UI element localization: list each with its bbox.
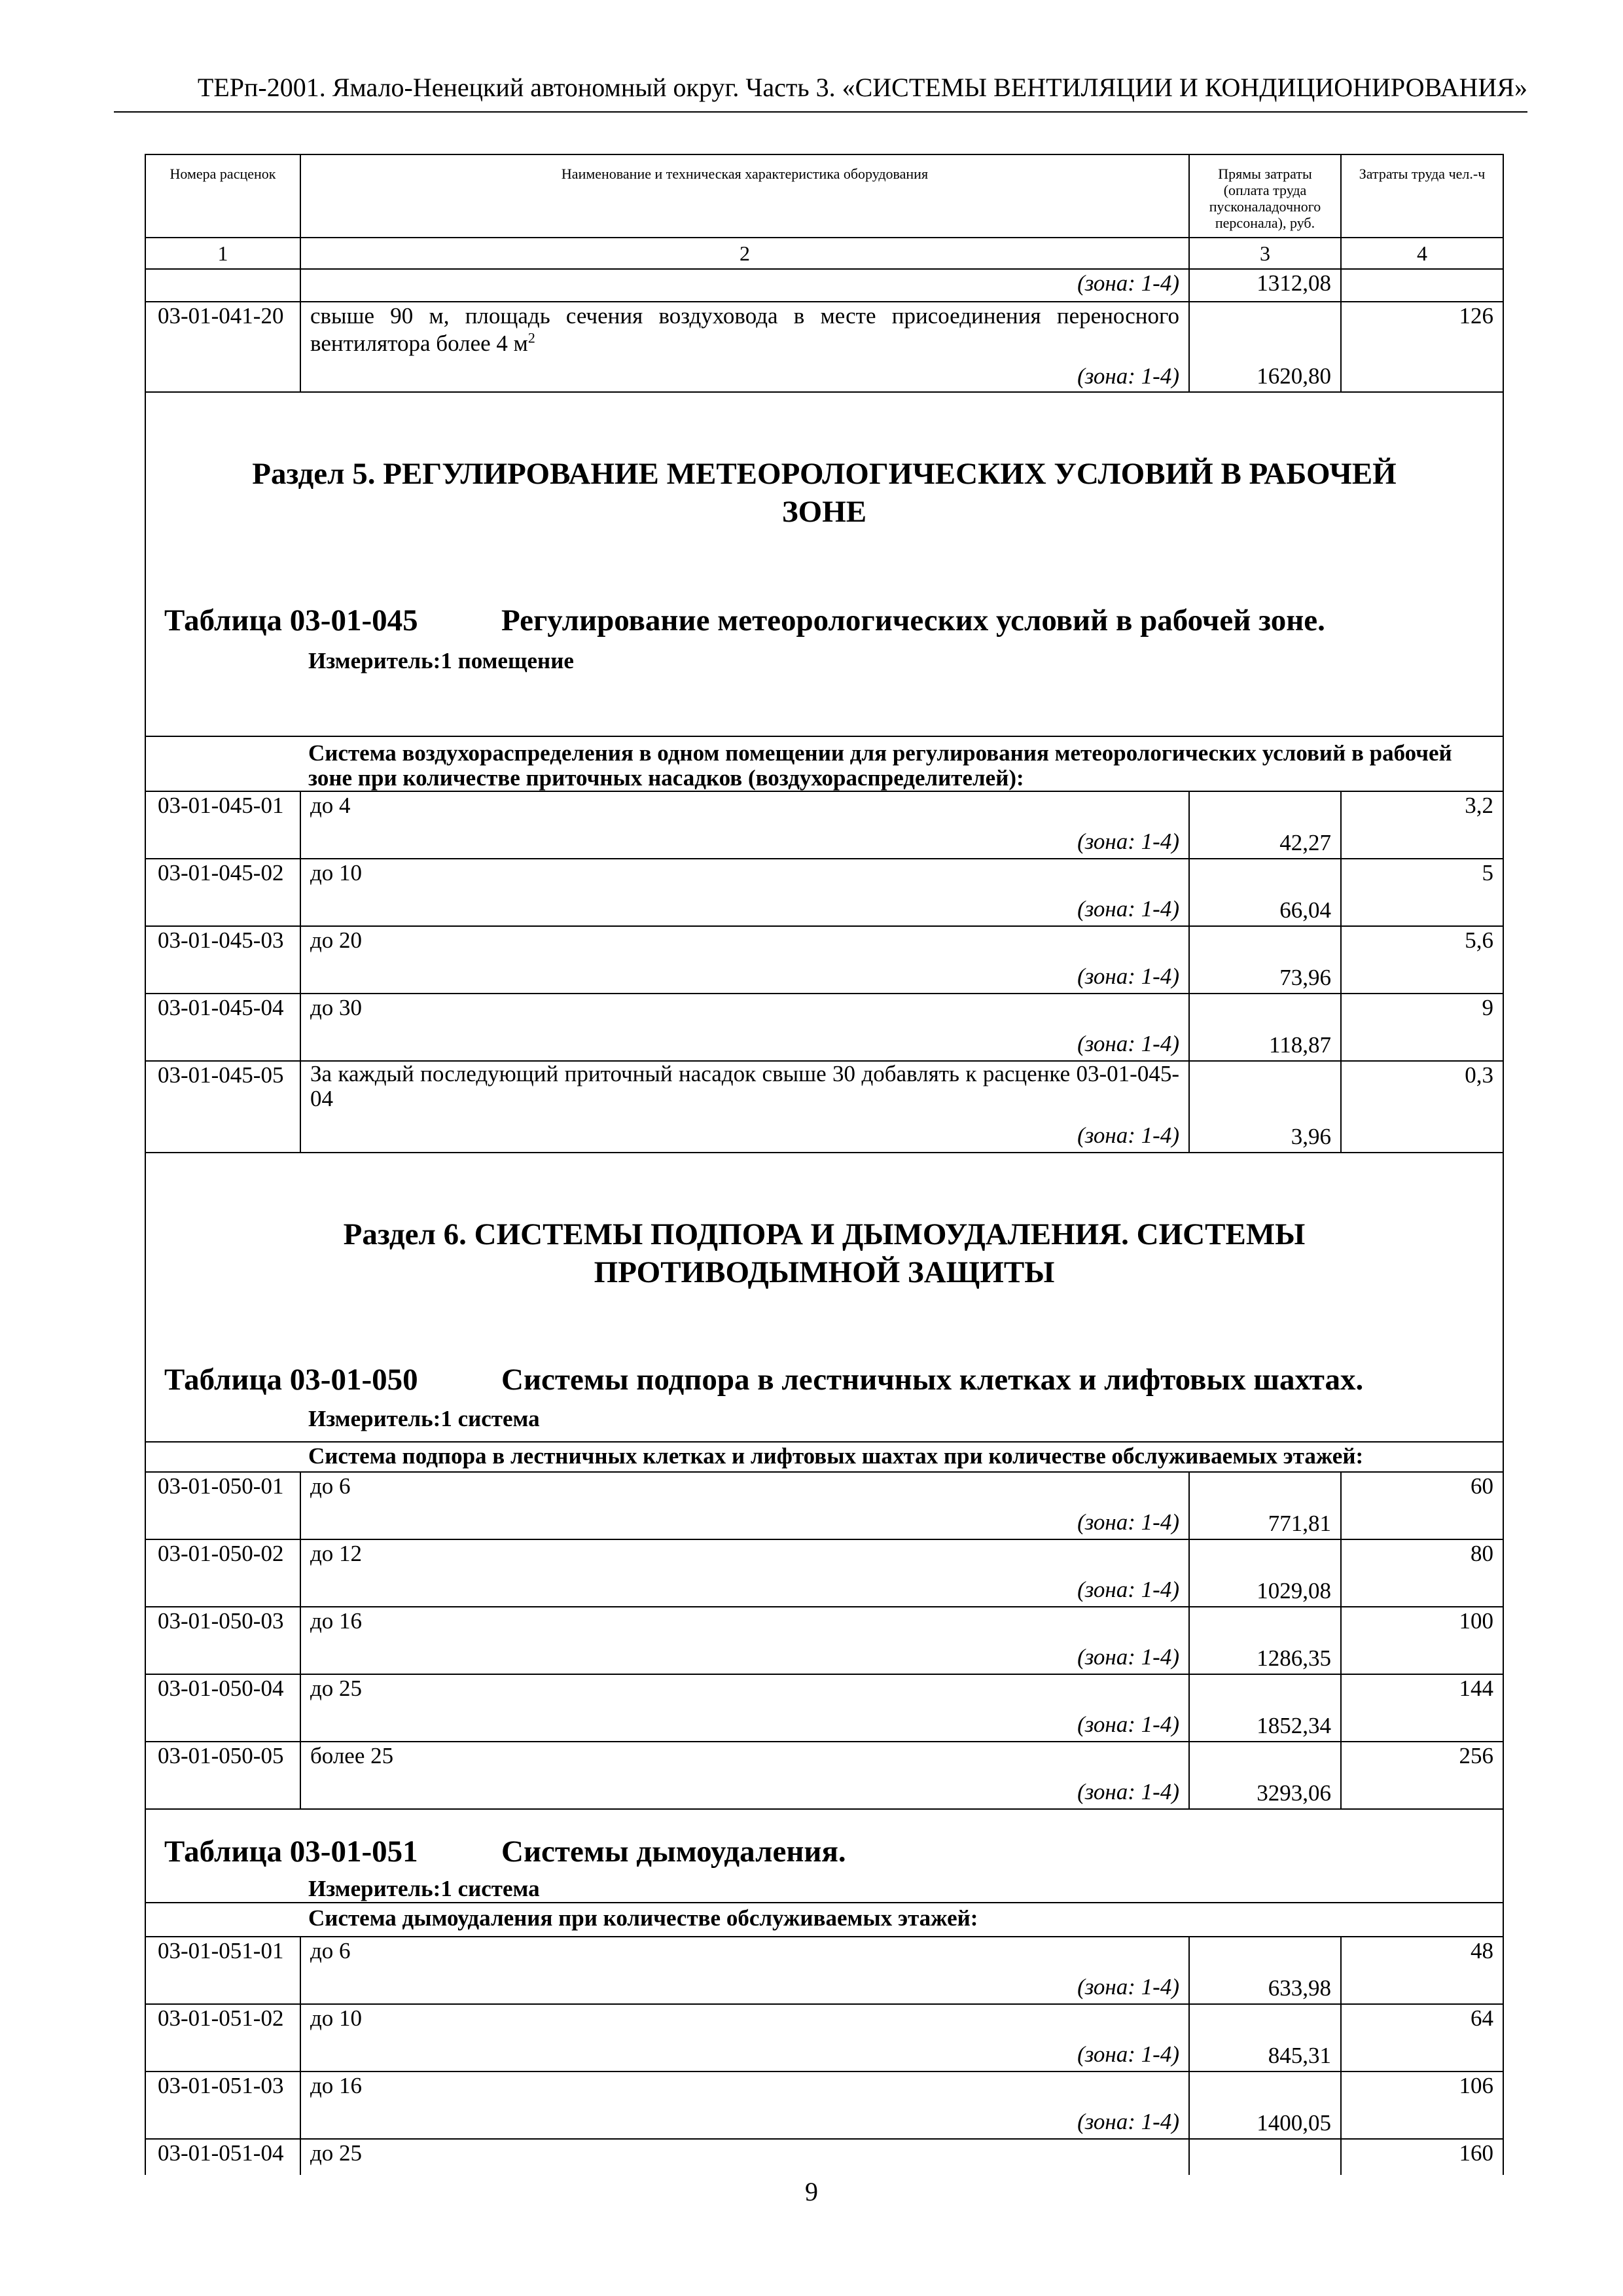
col3-header: Прямы затраты (оплата труда пусконаладочного персонала), руб. bbox=[1189, 154, 1341, 238]
labor-value: 80 bbox=[1341, 1539, 1503, 1607]
rate-code: 03-01-045-05 bbox=[145, 1061, 300, 1153]
rate-description bbox=[300, 1937, 1189, 2004]
table-row bbox=[145, 1937, 1503, 2004]
section-5-title-line2: ЗОНЕ bbox=[781, 495, 867, 529]
section-5-block bbox=[145, 392, 1503, 736]
rate-description bbox=[300, 791, 1189, 859]
description-text: до 25 bbox=[310, 1676, 363, 1701]
labor-value: 9 bbox=[1341, 994, 1503, 1061]
zone-label: (зона: 1-4) bbox=[1077, 963, 1179, 989]
table-row bbox=[145, 1607, 1503, 1674]
table-title: Системы подпора в лестничных клетках и лифтовых шахтах. bbox=[501, 1363, 1364, 1397]
table-row bbox=[145, 302, 1503, 392]
meter-label: Измеритель:1 система bbox=[308, 1406, 540, 1431]
rate-code: 03-01-041-20 bbox=[145, 302, 300, 392]
labor-value: 5,6 bbox=[1341, 926, 1503, 994]
table-row bbox=[145, 1472, 1503, 1539]
table-row bbox=[145, 1742, 1503, 1809]
table-row bbox=[145, 791, 1503, 859]
group-row bbox=[145, 1903, 1503, 1937]
col-num-4: 4 bbox=[1341, 238, 1503, 269]
labor-value: 256 bbox=[1341, 1742, 1503, 1809]
cost-text: 1286,35 bbox=[1257, 1645, 1331, 1671]
zone-label: (зона: 1-4) bbox=[1077, 1122, 1179, 1148]
rate-description bbox=[300, 1061, 1189, 1153]
labor-value: 144 bbox=[1341, 1674, 1503, 1742]
description-text: более 25 bbox=[310, 1743, 394, 1768]
labor-value: 126 bbox=[1341, 302, 1503, 392]
description-text: За каждый последующий приточный насадок свыше 30 добавлять к расценке 03-01-045-04 bbox=[310, 1061, 1179, 1111]
rate-description bbox=[300, 1674, 1189, 1742]
zone-label: (зона: 1-4) bbox=[1077, 1779, 1179, 1804]
description-text: до 4 bbox=[310, 793, 351, 818]
cost-value bbox=[1189, 2139, 1341, 2175]
table-row bbox=[145, 269, 1503, 302]
rate-description bbox=[300, 926, 1189, 994]
zone-label: (зона: 1-4) bbox=[1077, 1577, 1179, 1602]
labor-value: 64 bbox=[1341, 2004, 1503, 2072]
section-6-title-line2: ПРОТИВОДЫМНОЙ ЗАЩИТЫ bbox=[594, 1255, 1055, 1289]
rate-code bbox=[145, 269, 300, 302]
zone-label: (зона: 1-4) bbox=[1077, 1509, 1179, 1535]
table-045-title bbox=[146, 602, 1503, 639]
zone-label: (зона: 1-4) bbox=[1077, 1644, 1179, 1670]
cost-text: 118,87 bbox=[1269, 1032, 1331, 1058]
table-number: Таблица 03-01-051 bbox=[164, 1835, 418, 1869]
table-number: Таблица 03-01-050 bbox=[164, 1363, 418, 1397]
rate-code: 03-01-050-01 bbox=[145, 1472, 300, 1539]
col-num-3: 3 bbox=[1189, 238, 1341, 269]
rate-description bbox=[300, 2072, 1189, 2139]
cost-text: 1620,80 bbox=[1257, 363, 1331, 389]
cost-value bbox=[1189, 994, 1341, 1061]
table-title: Регулирование метеорологических условий в рабочей зоне. bbox=[501, 603, 1325, 637]
section-5-title-line1: Раздел 5. РЕГУЛИРОВАНИЕ МЕТЕОРОЛОГИЧЕСКИХ УСЛОВИЙ В РАБОЧЕЙ bbox=[252, 457, 1397, 491]
section-6-title-line1: Раздел 6. СИСТЕМЫ ПОДПОРА И ДЫМОУДАЛЕНИЯ. СИСТЕМЫ bbox=[343, 1217, 1306, 1251]
cost-value bbox=[1189, 859, 1341, 926]
cost-text: 845,31 bbox=[1268, 2043, 1331, 2068]
page-header bbox=[114, 71, 1527, 113]
rate-code: 03-01-051-02 bbox=[145, 2004, 300, 2072]
description-text: до 6 bbox=[310, 1473, 351, 1499]
col-num-2: 2 bbox=[300, 238, 1189, 269]
group-description: Система дымоудаления при количестве обслуживаемых этажей: bbox=[145, 1903, 1503, 1937]
cost-text: 771,81 bbox=[1268, 1511, 1331, 1536]
table-row bbox=[145, 1674, 1503, 1742]
zone-label: (зона: 1-4) bbox=[1077, 2109, 1179, 2134]
rate-code: 03-01-045-03 bbox=[145, 926, 300, 994]
col1-header: Номера расценок bbox=[145, 154, 300, 238]
table-row bbox=[145, 1061, 1503, 1153]
table-header-row bbox=[145, 154, 1503, 238]
rate-code: 03-01-051-03 bbox=[145, 2072, 300, 2139]
table-row bbox=[145, 926, 1503, 994]
rate-description: до 25 bbox=[300, 2139, 1189, 2175]
rate-code: 03-01-050-05 bbox=[145, 1742, 300, 1809]
labor-value bbox=[1341, 269, 1503, 302]
zone-label: (зона: 1-4) bbox=[1077, 1712, 1179, 1737]
cost-value bbox=[1189, 2004, 1341, 2072]
labor-value: 160 bbox=[1341, 2139, 1503, 2175]
zone-label: (зона: 1-4) bbox=[1077, 1974, 1179, 2000]
labor-value: 48 bbox=[1341, 1937, 1503, 2004]
rate-description bbox=[300, 994, 1189, 1061]
table-row bbox=[145, 994, 1503, 1061]
group-description: Система подпора в лестничных клетках и лифтовых шахтах при количестве обслуживаемых этажей: bbox=[145, 1442, 1503, 1472]
zone-label: (зона: 1-4) bbox=[300, 269, 1189, 302]
zone-label: (зона: 1-4) bbox=[1077, 2041, 1179, 2067]
rate-description bbox=[300, 1742, 1189, 1809]
cost-value bbox=[1189, 1607, 1341, 1674]
cost-value bbox=[1189, 1742, 1341, 1809]
cost-value bbox=[1189, 1674, 1341, 1742]
table-050-title bbox=[146, 1361, 1503, 1398]
labor-value: 100 bbox=[1341, 1607, 1503, 1674]
page-number: 9 bbox=[805, 2177, 818, 2206]
description-text: до 20 bbox=[310, 927, 363, 953]
zone-label: (зона: 1-4) bbox=[1077, 896, 1179, 922]
cost-value bbox=[1189, 1539, 1341, 1607]
rate-description bbox=[300, 302, 1189, 392]
cost-text: 66,04 bbox=[1279, 897, 1331, 923]
zone-label: (зона: 1-4) bbox=[1077, 829, 1179, 854]
rate-description bbox=[300, 859, 1189, 926]
labor-value: 5 bbox=[1341, 859, 1503, 926]
rate-code: 03-01-045-04 bbox=[145, 994, 300, 1061]
cost-text: 1400,05 bbox=[1257, 2110, 1331, 2136]
table-row bbox=[145, 2004, 1503, 2072]
cost-value bbox=[1189, 926, 1341, 994]
group-description: Система воздухораспределения в одном помещении для регулирования метеорологических условий в рабочей зоне при количестве приточных насадков (воздухораспределителей): bbox=[145, 736, 1503, 791]
rate-code: 03-01-050-02 bbox=[145, 1539, 300, 1607]
description-text: до 16 bbox=[310, 2073, 363, 2098]
group-row bbox=[145, 1442, 1503, 1472]
zone-label: (зона: 1-4) bbox=[1077, 363, 1179, 389]
cost-text: 1852,34 bbox=[1257, 1713, 1331, 1738]
table-051-title bbox=[146, 1833, 1503, 1870]
cost-value: 1312,08 bbox=[1189, 269, 1341, 302]
cost-text: 1029,08 bbox=[1257, 1578, 1331, 1604]
table-row bbox=[145, 1539, 1503, 1607]
labor-value: 60 bbox=[1341, 1472, 1503, 1539]
group-row bbox=[145, 736, 1503, 791]
cost-text: 3293,06 bbox=[1257, 1780, 1331, 1806]
rate-description bbox=[300, 1539, 1189, 1607]
meter-label: Измеритель:1 система bbox=[308, 1876, 540, 1901]
superscript: 2 bbox=[527, 329, 535, 346]
col-num-1: 1 bbox=[145, 238, 300, 269]
cost-value bbox=[1189, 1937, 1341, 2004]
cost-value bbox=[1189, 2072, 1341, 2139]
description-text: до 30 bbox=[310, 995, 363, 1020]
rate-description bbox=[300, 1472, 1189, 1539]
col2-header: Наименование и техническая характеристика оборудования bbox=[300, 154, 1189, 238]
cost-text: 42,27 bbox=[1279, 830, 1331, 855]
rate-code: 03-01-051-01 bbox=[145, 1937, 300, 2004]
rate-code: 03-01-045-02 bbox=[145, 859, 300, 926]
rates-table bbox=[145, 154, 1504, 2175]
meter-label: Измеритель:1 помещение bbox=[308, 648, 574, 673]
description-text: до 6 bbox=[310, 1938, 351, 1964]
zone-label: (зона: 1-4) bbox=[1077, 1031, 1179, 1056]
rate-code: 03-01-050-04 bbox=[145, 1674, 300, 1742]
cost-text: 633,98 bbox=[1268, 1975, 1331, 2001]
table-number: Таблица 03-01-045 bbox=[164, 603, 418, 637]
labor-value: 0,3 bbox=[1341, 1061, 1503, 1153]
section-6-block bbox=[145, 1153, 1503, 1442]
table-row bbox=[145, 859, 1503, 926]
table-row bbox=[145, 2072, 1503, 2139]
cost-value bbox=[1189, 302, 1341, 392]
table-title: Системы дымоудаления. bbox=[501, 1835, 846, 1869]
cost-text: 3,96 bbox=[1291, 1124, 1331, 1149]
column-number-row bbox=[145, 238, 1503, 269]
cost-value bbox=[1189, 1472, 1341, 1539]
description-text: до 10 bbox=[310, 2005, 363, 2031]
description-text: до 10 bbox=[310, 860, 363, 886]
labor-value: 3,2 bbox=[1341, 791, 1503, 859]
cost-value bbox=[1189, 791, 1341, 859]
description-text: до 16 bbox=[310, 1608, 363, 1634]
cost-value bbox=[1189, 1061, 1341, 1153]
rate-code: 03-01-051-04 bbox=[145, 2139, 300, 2175]
description-text: свыше 90 м, площадь сечения воздуховода в месте присоединения переносного вентилятора более 4 м bbox=[310, 303, 1179, 356]
table-051-block bbox=[145, 1809, 1503, 1903]
table-row bbox=[145, 2139, 1503, 2175]
rate-code: 03-01-050-03 bbox=[145, 1607, 300, 1674]
cost-text: 73,96 bbox=[1279, 965, 1331, 990]
rate-code: 03-01-045-01 bbox=[145, 791, 300, 859]
labor-value: 106 bbox=[1341, 2072, 1503, 2139]
description-text: до 12 bbox=[310, 1541, 363, 1566]
rate-description bbox=[300, 2004, 1189, 2072]
header-title: ТЕРп-2001. Ямало-Ненецкий автономный округ. Часть 3. «СИСТЕМЫ ВЕНТИЛЯЦИИ И КОНДИЦИОНИРОВАНИЯ» bbox=[197, 73, 1527, 102]
rate-description bbox=[300, 1607, 1189, 1674]
col4-header: Затраты труда чел.-ч bbox=[1341, 154, 1503, 238]
